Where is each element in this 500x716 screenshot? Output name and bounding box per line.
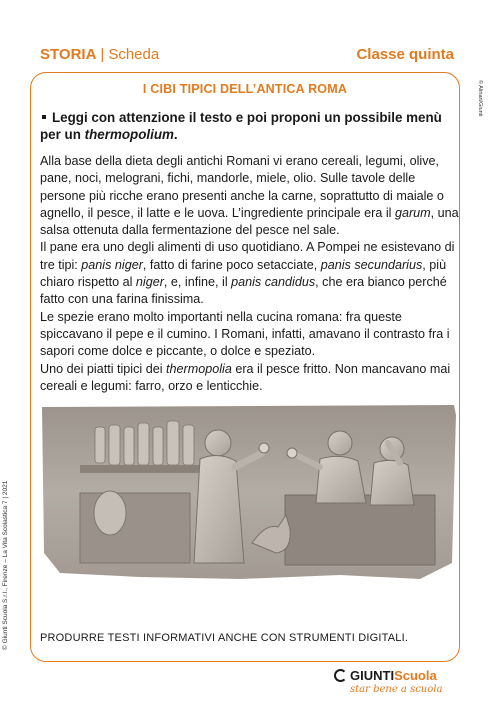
p2-italic-4: panis candidus	[231, 275, 316, 290]
p2-text-b: , fatto di farine poco setacciate,	[142, 257, 321, 272]
body-text	[40, 153, 460, 395]
roman-relief-image	[40, 403, 456, 581]
paragraph-1	[40, 153, 460, 239]
logo-row	[334, 668, 454, 683]
instruction-text: Leggi con attenzione il testo e poi proponi un possibile menù per un	[40, 110, 442, 142]
p2-italic-2: panis secundarius	[320, 257, 423, 272]
p1-text-b: , una salsa ottenuta dalla fermentazione del pesce nel sale.	[40, 205, 459, 238]
p4-text-b: era il pesce fritto. Non mancavano mai cereali e legumi: farro, orzo e lenticchie.	[40, 361, 451, 393]
instruction-end: .	[173, 127, 178, 142]
copyright-vertical: © Giunti Scuola S.r.l., Firenze – La Vita Scolastica 7 | 2021	[2, 480, 9, 650]
p2-text-e: , che era bianco perché fatto con una farina finissima.	[40, 275, 447, 307]
paragraph-2	[40, 239, 460, 308]
bullet-icon	[42, 115, 46, 119]
p2-text-c: , più chiaro rispetto al	[40, 257, 447, 290]
subject-label: STORIA	[40, 45, 97, 63]
instruction	[40, 109, 460, 143]
instruction-italic: thermopolium	[84, 127, 174, 142]
header-left	[40, 46, 159, 63]
page-header	[40, 42, 454, 66]
p1-text-a: Alla base della dieta degli antichi Romani vi erano cereali, legumi, olive, pane, noci, melograni, fichi, mandorle, miele, olio. Sulle tavole delle persone più ricche erano presenti anche la carne, soprattutto di maiale o agnello, il pesce, il latte e le uova. L’ingrediente principale era il	[40, 154, 444, 220]
paragraph-4	[40, 361, 460, 396]
footer-note: PRODURRE TESTI INFORMATIVI ANCHE CON STRUMENTI DIGITALI.	[40, 632, 409, 644]
giunti-g-icon	[334, 669, 347, 682]
p4-text-a: Uno dei piatti tipici dei	[40, 361, 167, 376]
p2-italic-1: panis niger	[81, 257, 143, 272]
paragraph-3: Le spezie erano molto importanti nella cucina romana: fra queste spiccavano il pepe e il cumino. I Romani, infatti, amavano il contrasto fra i sapori come dolce e piccante, o dolce e speziato.	[40, 309, 450, 359]
logo-giunti: GIUNTI	[350, 668, 395, 683]
worksheet-title: I CIBI TIPICI DELL’ANTICA ROMA	[142, 82, 348, 96]
p2-text-d: , e, infine, il	[163, 275, 232, 290]
logo-tagline: star bene a scuola	[350, 684, 443, 695]
logo-scuola: Scuola	[394, 668, 437, 683]
section-label: Scheda	[108, 45, 160, 63]
p2-text-a: Il pane era uno degli alimenti di uso quotidiano. A Pompei ne esistevano di tre tipi:	[40, 240, 455, 272]
header-separator: |	[100, 45, 105, 63]
p1-italic: garum	[394, 205, 431, 220]
p2-italic-3: niger	[135, 275, 164, 290]
image-credit-vertical: © Alinari/Giunti	[477, 80, 483, 117]
p4-italic: thermopolia	[166, 361, 232, 376]
giunti-scuola-logo	[334, 668, 454, 695]
grade-label: Classe quinta	[356, 45, 454, 63]
